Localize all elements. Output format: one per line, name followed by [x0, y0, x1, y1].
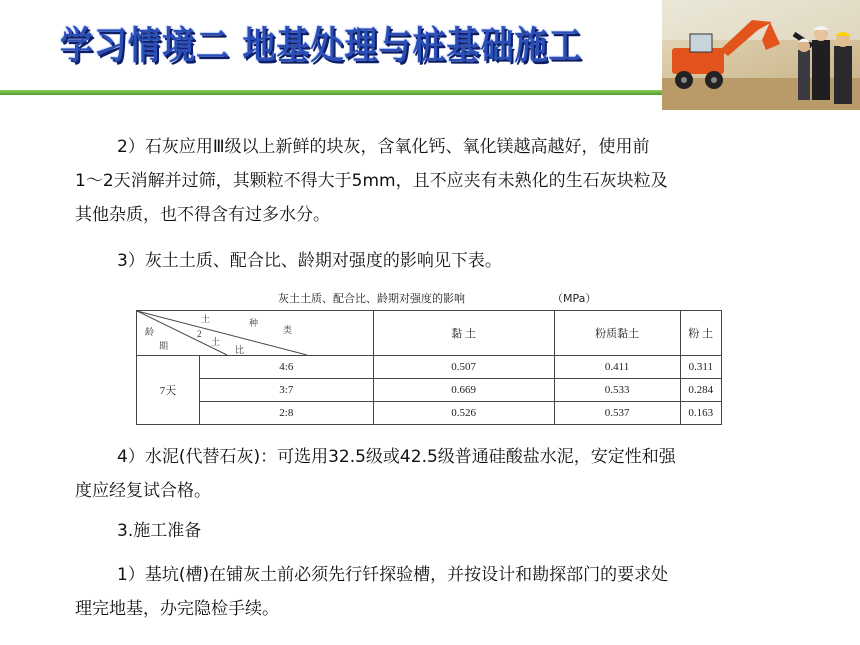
corner-num2: 2: [197, 329, 202, 339]
corner-age: 龄: [145, 327, 155, 337]
corner-class: 类: [283, 325, 293, 335]
strength-table: [136, 310, 722, 425]
ratio-cell: 3:7: [200, 379, 374, 402]
corner-soil-mid: 土: [211, 337, 221, 347]
paragraph-cement-line1: 4）水泥(代替石灰)：可选用32.5级或42.5级普通硅酸盐水泥，安定性和强: [117, 447, 676, 467]
title-underline: [0, 90, 680, 95]
excavator-illustration: [662, 0, 860, 110]
table-caption: 灰土土质、配合比、龄期对强度的影响: [278, 292, 465, 305]
corner-kind: 种: [249, 318, 259, 328]
value-cell: 0.284: [680, 379, 721, 402]
paragraph-lime-line3: 其他杂质，也不得含有过多水分。: [75, 205, 330, 225]
col-header-clay: 黏 土: [373, 311, 554, 356]
paragraph-lime-line2: 1～2天消解并过筛，其颗粒不得大于5mm，且不应夹有未熟化的生石灰块粒及: [75, 171, 668, 191]
table-row: [137, 379, 722, 402]
col-header-silty-clay: 粉质黏土: [554, 311, 680, 356]
paragraph-table-intro: 3）灰土土质、配合比、龄期对强度的影响见下表。: [117, 251, 502, 271]
corner-soil-top: 土: [201, 314, 211, 324]
value-cell: 0.533: [554, 379, 680, 402]
value-cell: 0.526: [373, 402, 554, 425]
paragraph-pit-line1: 1）基坑(槽)在铺灰土前必须先行钎探验槽，并按设计和勘探部门的要求处: [117, 565, 669, 585]
section-heading-preparation: 3.施工准备: [117, 521, 202, 541]
paragraph-cement-line2: 度应经复试合格。: [75, 481, 211, 501]
value-cell: 0.163: [680, 402, 721, 425]
value-cell: 0.537: [554, 402, 680, 425]
table-header-row: [137, 311, 722, 356]
value-cell: 0.669: [373, 379, 554, 402]
age-cell: 7天: [137, 356, 200, 425]
value-cell: 0.411: [554, 356, 680, 379]
table-row: [137, 402, 722, 425]
corner-period: 期: [159, 341, 169, 351]
corner-ratio: 比: [235, 345, 245, 355]
table-unit: （MPa）: [552, 292, 597, 305]
table-row: [137, 356, 722, 379]
ratio-cell: 2:8: [200, 402, 374, 425]
value-cell: 0.507: [373, 356, 554, 379]
header-photo: [662, 0, 860, 110]
paragraph-lime-line1: 2）石灰应用Ⅲ级以上新鲜的块灰，含氧化钙、氧化镁越高越好，使用前: [117, 137, 650, 157]
ratio-cell: 4:6: [200, 356, 374, 379]
slide-title: 学习情境二 地基处理与桩基础施工: [60, 22, 583, 68]
value-cell: 0.311: [680, 356, 721, 379]
table-corner-cell: [137, 311, 374, 356]
col-header-silt: 粉 土: [680, 311, 721, 356]
paragraph-pit-line2: 理完地基，办完隐检手续。: [75, 599, 279, 619]
